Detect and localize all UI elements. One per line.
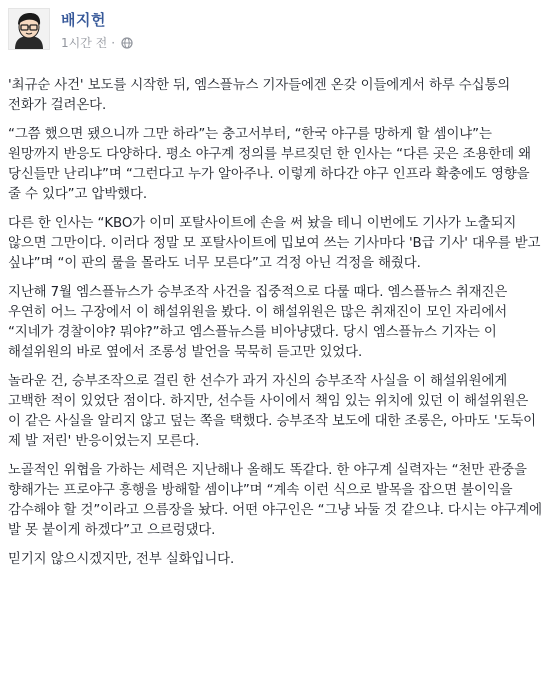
meta-separator: ·: [111, 35, 116, 50]
post-header: [0, 8, 556, 66]
post-paragraph: 지난해 7월 엠스플뉴스가 승부조작 사건을 집중적으로 다룰 때다. 엠스플뉴스 취재진은 우연히 어느 구장에서 이 해설위원을 봤다. 이 해설위원은 많은 취재진이 모인 자리에서 “지네가 경찰이야? 뭐야?”하고 엠스플뉴스를 비아냥댔다. 당시 엠스플뉴스 기자는 이 해설위원의 바로 옆에서 조롱성 발언을 묵묵히 듣고만 있었다.: [8, 285, 508, 360]
post-meta: [61, 34, 133, 51]
avatar[interactable]: [8, 8, 50, 50]
post-paragraph: “그쯤 했으면 됐으니까 그만 하라”는 충고서부터, “한국 야구를 망하게 할 셈이냐”는 원망까지 반응도 다양하다. 평소 야구계 정의를 부르짖던 한 인사는 “다른 곳은 조용한데 왜 당신들만 난리냐”며 “그런다고 누가 알아주나. 이렇게 하다간 야구 인프라 확충에도 영향을 줄 수 있다”고 압박했다.: [8, 127, 531, 202]
post-paragraph: '최규순 사건' 보도를 시작한 뒤, 엠스플뉴스 기자들에겐 온갖 이들에게서 하루 수십통의 전화가 걸려온다.: [8, 78, 511, 113]
post-content: [0, 66, 556, 570]
post-paragraph: 다른 한 인사는 “KBO가 이미 포탈사이트에 손을 써 놨을 테니 이번에도 기사가 노출되지 않으면 그만이다. 이러다 정말 모 포탈사이트에 밉보여 쓰는 기사마다 'B급 기사' 대우를 받고 싶냐”며 “이 판의 룰을 몰라도 너무 모른다”고 걱정 아닌 걱정을 해줬다.: [8, 216, 541, 271]
post-paragraph: 믿기지 않으시겠지만, 전부 실화입니다.: [8, 552, 235, 567]
author-name[interactable]: 배지헌: [61, 11, 106, 29]
globe-icon[interactable]: [121, 37, 133, 49]
avatar-cartoon-icon: [9, 9, 49, 49]
post-timestamp[interactable]: 1시간 전: [61, 36, 108, 50]
post-paragraph: 노골적인 위협을 가하는 세력은 지난해나 올해도 똑같다. 한 야구계 실력자는 “천만 관중을 향해가는 프로야구 흥행을 방해할 셈이냐”며 “계속 이런 식으로 발목을 잡으면 불이익을 감수해야 할 것”이라고 으름장을 놨다. 어떤 야구인은 “그냥 놔둘 것 같으냐. 다시는 야구계에 발 못 붙이게 하겠다”고 으르렁댔다.: [8, 463, 542, 538]
post-paragraph: 놀라운 건, 승부조작으로 걸린 한 선수가 과거 자신의 승부조작 사실을 이 해설위원에게 고백한 적이 있었단 점이다. 하지만, 선수들 사이에서 책임 있는 위치에 있던 이 해설위원은 이 같은 사실을 알리지 않고 덮는 쪽을 택했다. 승부조작 보도에 대한 조롱은, 아마도 '도둑이 제 발 저린' 반응이었는지 모른다.: [8, 374, 536, 449]
